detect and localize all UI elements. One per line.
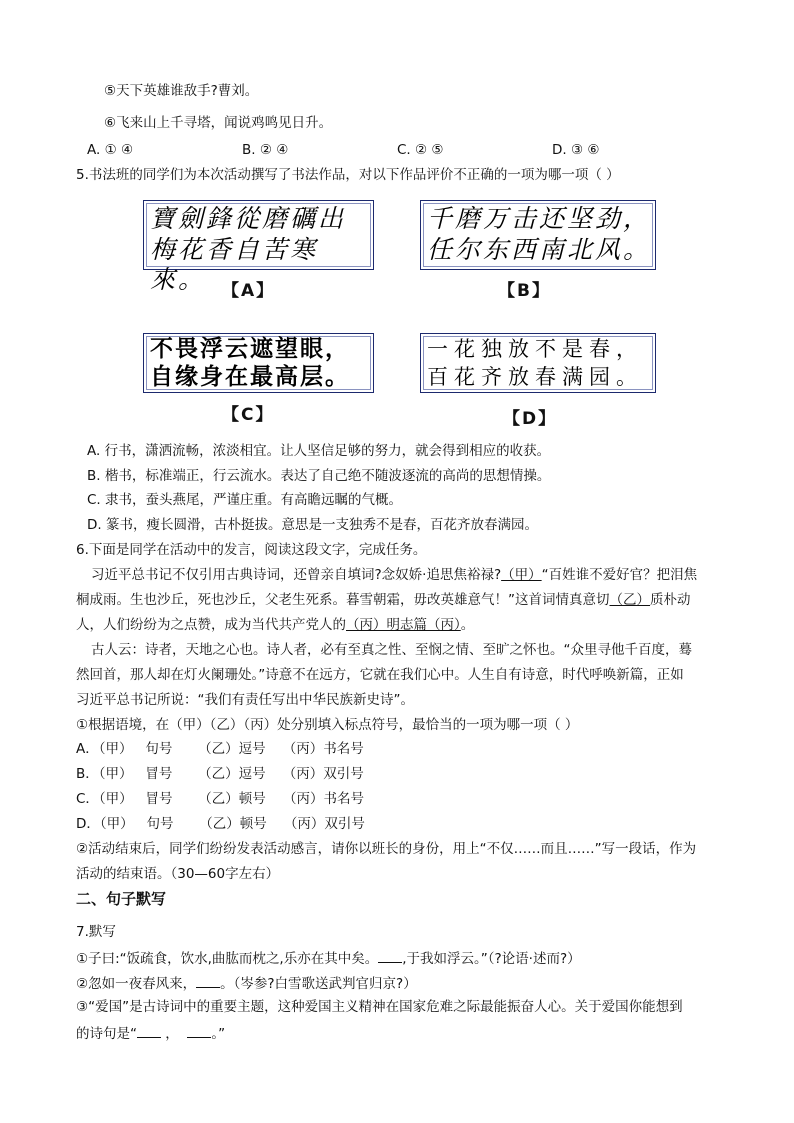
item-5: ⑤天下英雄谁敌手?曹刘。 — [104, 83, 259, 99]
blank-bing: （丙）明志篇（丙） — [346, 617, 461, 633]
q7-line4 — [76, 1023, 225, 1043]
calligraphy-b-line2: 任尔东西南北风。 — [427, 235, 652, 264]
calligraphy-d-line2: 百花齐放春满园。 — [427, 365, 643, 389]
q6-sub2-line2: 活动的结束语。（30—60字左右） — [76, 866, 280, 882]
q6-p2-line1: 古人云：诗者，天地之心也。诗人者，必有至真之性、至悯之情、至旷之怀也。“众里寻他千百度，蓦 — [91, 642, 692, 658]
q6-p1-line1-a: 习近平总书记不仅引用古典诗词，还曾亲自填词?念奴娇·追思焦裕禄? — [91, 567, 502, 583]
q7-line2 — [76, 973, 417, 993]
caption-c: 【C】 — [222, 405, 275, 425]
q7-line4-a: 的诗句是“ — [76, 1026, 137, 1042]
q7-line1-a: ①子曰:“饭疏食，饮水,曲肱而枕之,乐亦在其中矣。 — [76, 951, 379, 967]
q4-option-d[interactable]: D. ③ ⑥ — [552, 142, 600, 158]
q6-p1-line2 — [76, 591, 691, 609]
q7-line4-c: 。” — [211, 1026, 226, 1042]
calligraphy-c — [143, 333, 374, 393]
calligraphy-a-line1: 寶劍鋒從磨礪出 — [150, 204, 347, 233]
q5-option-b[interactable]: B. 楷书，标准端正，行云流水。表达了自己绝不随波逐流的高尚的思想情操。 — [87, 468, 551, 484]
q6-sub1-option-b[interactable]: B．（甲） 冒号 （乙）逗号 （丙）双引号 — [76, 766, 364, 782]
q5-option-d[interactable]: D. 篆书，瘦长圆滑，古朴挺拔。意思是一支独秀不是春，百花齐放春满园。 — [87, 517, 538, 533]
q5-option-a[interactable]: A. 行书，潇洒流畅，浓淡相宜。让人坚信足够的努力，就会得到相应的收获。 — [87, 443, 551, 459]
q4-option-a[interactable]: A. ① ④ — [87, 142, 134, 158]
calligraphy-d — [420, 333, 656, 393]
caption-a: 【A】 — [222, 281, 276, 301]
q6-p2-line2: 然回首，那人却在灯火阑珊处。”诗意不在远方，它就在我们心中。人生自有诗意，时代呼唤新篇，正如 — [76, 667, 684, 683]
q7-line1-b: ,于我如浮云。”（?论语·述而?） — [402, 951, 581, 967]
item-6: ⑥飞来山上千寻塔，闻说鸡鸣见日升。 — [104, 115, 333, 131]
q6-sub1-option-a[interactable]: A．（甲） 句号 （乙）逗号 （丙）书名号 — [76, 741, 364, 757]
q6-p1-line3-c: 。 — [460, 617, 475, 633]
q7-line4-b: ， — [161, 1026, 179, 1042]
q5-stem: 5.书法班的同学们为本次活动撰写了书法作品，对以下作品评价不正确的一项为哪一项（ ） — [76, 167, 620, 183]
answer-blank-1[interactable] — [378, 948, 402, 963]
calligraphy-d-line1: 一花独放不是春， — [427, 337, 643, 361]
q7-line3: ③“爱国”是古诗词中的重要主题，这种爱国主义精神在国家危难之际最能振奋人心。关于爱国你能想到 — [76, 999, 683, 1015]
section-heading: 二、句子默写 — [76, 890, 167, 908]
blank-yi: （乙） — [609, 592, 650, 608]
q6-sub1: ①根据语境，在（甲）（乙）（丙）处分别填入标点符号，最恰当的一项为哪一项（ ） — [76, 717, 579, 733]
calligraphy-b — [420, 200, 656, 270]
q6-p1-line2-a: 桐成雨。生也沙丘，死也沙丘，父老生死系。暮雪朝霜，毋改英雄意气！”这首词情真意切 — [76, 592, 610, 608]
calligraphy-a-line2: 梅花香自苦寒來。 — [150, 235, 319, 294]
q4-option-b[interactable]: B. ② ④ — [242, 142, 289, 158]
answer-blank-4[interactable] — [187, 1023, 211, 1038]
q4-options — [87, 142, 707, 158]
q6-sub2-line1: ②活动结束后，同学们纷纷发表活动感言，请你以班长的身份，用上“不仅……而且……”写一段话，作为 — [76, 841, 697, 857]
q6-p1-line2-c: 质朴动 — [650, 592, 691, 608]
q7-title: 7.默写 — [76, 924, 116, 940]
q6-p2-line3: 习近平总书记所说：“我们有责任写出中华民族新史诗”。 — [76, 692, 414, 708]
q7-line2-b: 。（岑参?白雪歌送武判官归京?） — [220, 976, 417, 992]
answer-blank-3[interactable] — [137, 1023, 161, 1038]
blank-jia: （甲） — [501, 567, 542, 583]
q7-line2-a: ②忽如一夜春风来， — [76, 976, 197, 992]
caption-d: 【D】 — [503, 409, 558, 429]
q6-sub1-option-d[interactable]: D．（甲） 句号 （乙）顿号 （丙）双引号 — [76, 816, 365, 832]
answer-blank-2[interactable] — [196, 973, 220, 988]
calligraphy-a — [143, 200, 374, 294]
q6-stem: 6.下面是同学在活动中的发言，阅读这段文字，完成任务。 — [76, 542, 427, 558]
q6-p1-line1-c: “百姓谁不爱好官？把泪焦 — [541, 567, 698, 583]
q6-p1-line3 — [76, 616, 474, 634]
calligraphy-c-line1: 不畏浮云遮望眼， — [150, 336, 350, 362]
q6-sub1-option-c[interactable]: C．（甲） 冒号 （乙）顿号 （丙）书名号 — [76, 791, 364, 807]
caption-b: 【B】 — [498, 281, 551, 301]
q7-line1 — [76, 948, 581, 968]
q6-p1-line3-a: 人，人们纷纷为之点赞，成为当代共产党人的 — [76, 617, 346, 633]
calligraphy-c-line2: 自缘身在最高层。 — [150, 364, 350, 390]
q5-option-c[interactable]: C. 隶书，蚕头燕尾，严谨庄重。有高瞻远瞩的气概。 — [87, 492, 403, 508]
q6-p1-line1 — [91, 566, 697, 584]
q4-option-c[interactable]: C. ② ⑤ — [397, 142, 444, 158]
calligraphy-b-line1: 千磨万击还坚劲， — [427, 204, 652, 233]
